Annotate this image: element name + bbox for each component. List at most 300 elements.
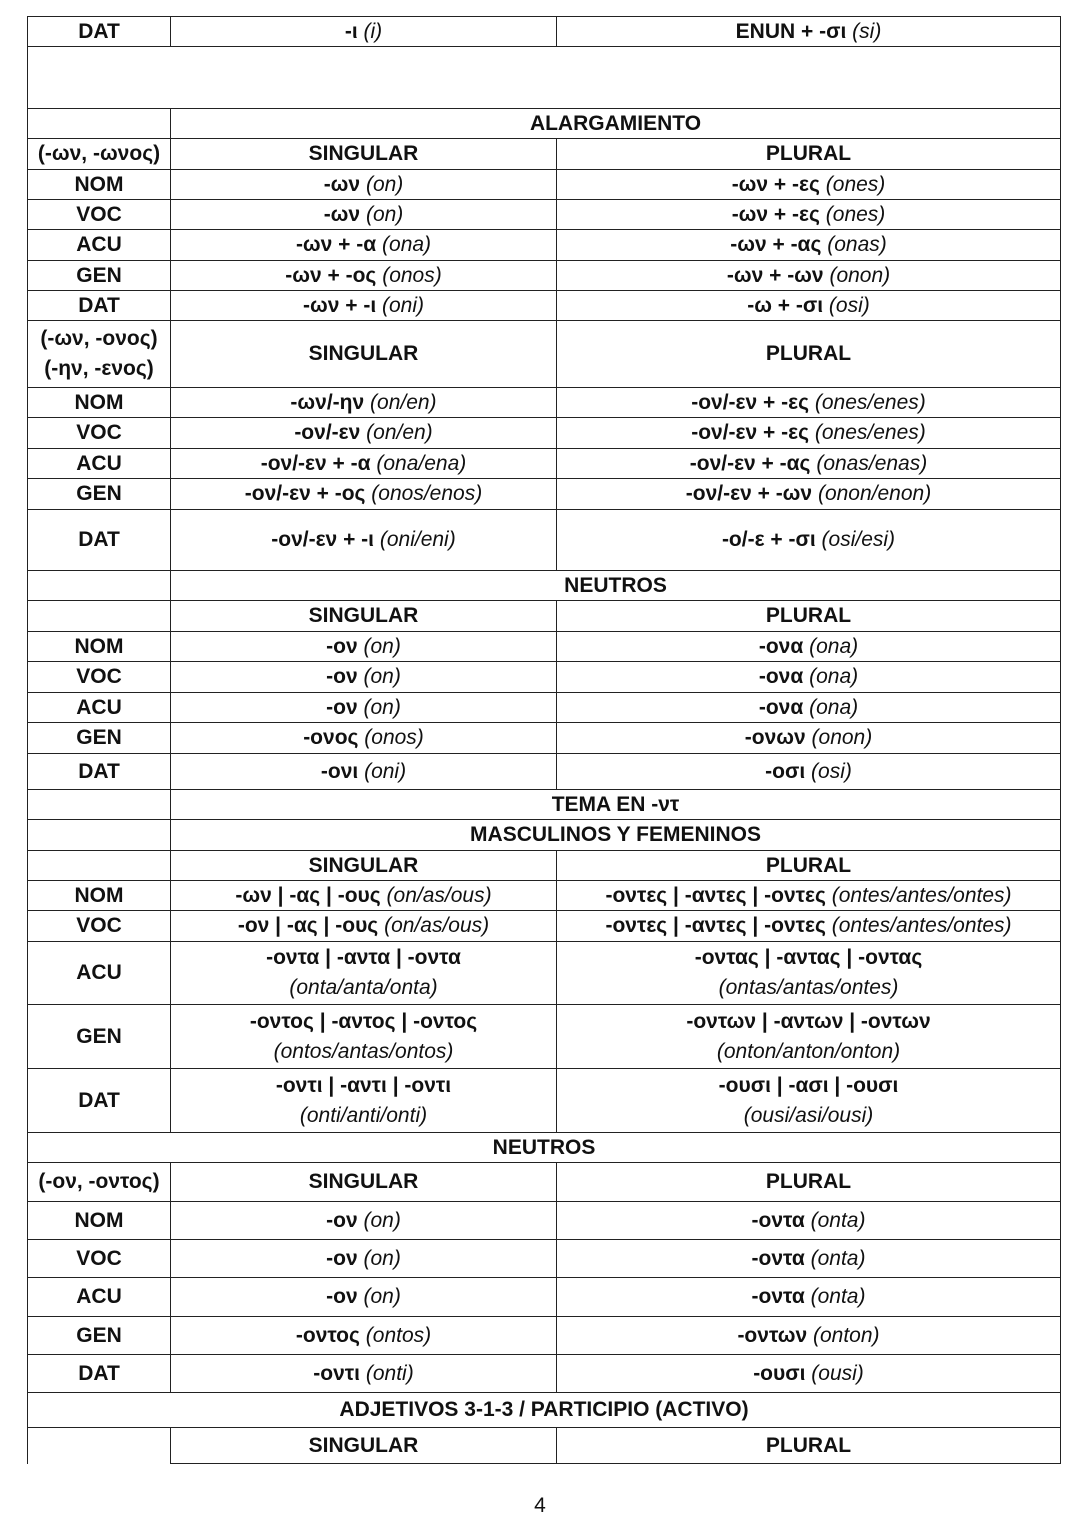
form-line: [759, 632, 858, 662]
transliteration: (si): [852, 19, 882, 43]
greek-ending: -ων: [323, 172, 361, 196]
table-row: [27, 570, 1061, 600]
transliteration: (onta/anta/onta): [289, 976, 438, 999]
greek-ending: -οντι: [313, 1361, 360, 1385]
table-row: [27, 1277, 1061, 1316]
plural-header: PLURAL: [556, 851, 1061, 880]
transliteration: (ones): [825, 202, 886, 226]
singular-form: [170, 200, 556, 229]
transliteration: (ones): [825, 172, 886, 196]
paradigm-label-line: (-ην, -ενος): [44, 357, 154, 380]
case-label: VOC: [27, 662, 170, 692]
plural-form: [556, 632, 1061, 661]
table-row: [27, 1004, 1061, 1068]
form-line: [296, 230, 431, 260]
singular-form: [170, 17, 556, 46]
plural-form: [556, 693, 1061, 722]
transliteration: (ona/ena): [376, 451, 467, 475]
form-line: [324, 170, 404, 200]
form-line: [736, 17, 882, 47]
greek-ending: -οντα: [751, 1246, 805, 1270]
form-line: [303, 291, 424, 321]
paradigm-label-line: (-ων, -ονος): [40, 327, 158, 350]
transliteration: (onton/anton/onton): [716, 1039, 901, 1063]
plural-form: [556, 291, 1061, 320]
transliteration: (on): [363, 1246, 401, 1270]
section-title: ADJETIVOS 3-1-3 / PARTICIPIO (ACTIVO): [27, 1393, 1061, 1427]
transliteration: (onos/enos): [371, 482, 483, 505]
case-label: ACU: [27, 942, 170, 1004]
case-label: NOM: [27, 388, 170, 417]
singular-form: [170, 1240, 556, 1277]
label-cell: [27, 820, 170, 850]
greek-ending: -οντος | -αντος | -οντος: [249, 1009, 478, 1033]
form-line: [747, 291, 870, 321]
singular-form: [170, 1278, 556, 1316]
form-line: [326, 662, 401, 692]
case-label: NOM: [27, 881, 170, 910]
paradigm-label-line: (-ον, -οντος): [38, 1170, 160, 1193]
form-line: [326, 1244, 401, 1274]
case-label: DAT: [27, 1069, 170, 1132]
greek-ending: -ον: [326, 634, 358, 658]
table-row: [27, 753, 1061, 789]
form-line: [245, 479, 482, 509]
greek-ending: -ι: [344, 19, 358, 43]
singular-form: [170, 1069, 556, 1132]
table-row: [27, 478, 1061, 509]
case-label: ACU: [27, 693, 170, 722]
singular-header: SINGULAR: [170, 601, 556, 631]
singular-header: SINGULAR: [170, 851, 556, 880]
greek-ending: -οντι | -αντι | -οντι: [275, 1073, 452, 1097]
transliteration: (osi/esi): [821, 528, 896, 551]
greek-ending: -ονα: [758, 634, 804, 658]
case-label: ACU: [27, 230, 170, 260]
table-row: [27, 320, 1061, 387]
table-row: [27, 108, 1061, 138]
plural-form: [556, 418, 1061, 448]
form-line: [296, 1321, 431, 1351]
greek-ending: -οντες | -αντες | -οντες: [605, 883, 826, 907]
singular-form: [170, 632, 556, 661]
transliteration: (on): [363, 695, 401, 719]
table-row: [27, 138, 1061, 169]
transliteration: (oni): [364, 759, 407, 783]
greek-ending: -ο/-ε + -σι: [721, 528, 816, 551]
greek-ending: -ων | -ας | -ους: [235, 883, 381, 907]
singular-form: [170, 449, 556, 478]
transliteration: (ousi): [811, 1361, 864, 1385]
greek-ending: -ουσι: [753, 1361, 806, 1385]
greek-ending: -ων + -ος: [285, 263, 377, 287]
singular-form: [170, 754, 556, 789]
table-row: [27, 1201, 1061, 1239]
transliteration: (ontos/antas/ontos): [273, 1039, 454, 1063]
greek-ending: -οντων | -αντων | -οντων: [686, 1009, 931, 1033]
plural-form: [556, 754, 1061, 789]
singular-form: [170, 418, 556, 448]
case-label: VOC: [27, 418, 170, 448]
blank-cell: [27, 47, 1061, 108]
form-line: [285, 261, 441, 291]
form-line: [691, 388, 926, 418]
section-title: TEMA EN -ντ: [170, 790, 1061, 819]
greek-ending: -ον: [326, 1246, 358, 1270]
greek-ending: -ον/-εν + -ες: [691, 421, 810, 444]
paradigm-label: [27, 321, 170, 387]
section-title: MASCULINOS Y FEMENINOS: [170, 820, 1061, 850]
transliteration: (on/as/ous): [384, 914, 490, 937]
form-line: [765, 757, 852, 787]
case-label: DAT: [27, 510, 170, 570]
greek-ending: -οσι: [765, 759, 806, 783]
plural-form: [556, 1278, 1061, 1316]
table-row: [27, 692, 1061, 722]
declension-table: [27, 16, 1061, 1464]
case-label: NOM: [27, 1202, 170, 1239]
case-label: DAT: [27, 291, 170, 320]
transliteration: (onon): [829, 263, 891, 287]
transliteration: (on/en): [370, 390, 437, 414]
transliteration: (onas/enas): [816, 451, 928, 475]
case-label: VOC: [27, 911, 170, 941]
table-row: [27, 1162, 1061, 1201]
transliteration: (ontes/antes/ontes): [831, 883, 1012, 907]
form-line: [294, 418, 432, 448]
singular-form: [170, 1317, 556, 1354]
plural-form: [556, 723, 1061, 753]
transliteration: (onta): [810, 1285, 866, 1308]
singular-form: [170, 510, 556, 570]
form-line: [271, 525, 455, 555]
greek-ending: -οντα: [751, 1285, 805, 1308]
singular-form: [170, 230, 556, 260]
singular-header: SINGULAR: [170, 139, 556, 169]
label-cell: [27, 571, 170, 600]
case-label: NOM: [27, 632, 170, 661]
table-row: [27, 199, 1061, 229]
form-line: [690, 449, 927, 479]
singular-header: SINGULAR: [170, 1163, 556, 1201]
plural-form: [556, 1317, 1061, 1354]
greek-ending: -ον: [326, 665, 358, 688]
greek-ending: -ον/-εν + -ι: [271, 528, 374, 551]
transliteration: (ona): [382, 233, 432, 256]
table-row: [27, 1427, 1061, 1464]
singular-form: [170, 479, 556, 509]
greek-ending: -οντος: [295, 1323, 360, 1347]
form-line: [605, 881, 1011, 911]
transliteration: (ona): [809, 665, 859, 688]
case-label: NOM: [27, 170, 170, 199]
greek-ending: -ων/-ην: [290, 390, 365, 414]
table-row: [27, 789, 1061, 819]
plural-form: [556, 1069, 1061, 1132]
form-line: [722, 525, 895, 555]
table-row: [27, 631, 1061, 661]
greek-ending: -ων + -ων: [726, 263, 824, 287]
plural-form: [556, 170, 1061, 199]
plural-form: [556, 17, 1061, 46]
greek-ending: -ονων: [744, 726, 806, 749]
form-line: [313, 1359, 413, 1389]
table-row: [27, 290, 1061, 320]
greek-ending: -ων + -ες: [731, 202, 820, 226]
singular-form: [170, 693, 556, 722]
greek-ending: -ονα: [758, 695, 804, 719]
form-line: [290, 388, 436, 418]
greek-ending: -ονα: [758, 665, 804, 688]
transliteration: (on): [363, 1285, 401, 1308]
transliteration: (ontos): [365, 1323, 432, 1347]
table-row: [27, 722, 1061, 753]
plural-form: [556, 388, 1061, 417]
form-line: [752, 1244, 866, 1274]
form-line: [686, 479, 931, 509]
transliteration: (onta): [810, 1246, 866, 1270]
section-title: NEUTROS: [27, 1133, 1061, 1162]
label-cell: [27, 109, 170, 138]
singular-header: SINGULAR: [170, 321, 556, 387]
greek-ending: -ουσι | -ασι | -ουσι: [718, 1073, 899, 1097]
form-line: [691, 418, 926, 448]
case-label: GEN: [27, 1005, 170, 1068]
transliteration: (onta): [810, 1208, 866, 1232]
paradigm-label-line: (-ων, -ωνος): [37, 142, 161, 165]
singular-form: [170, 881, 556, 910]
section-title: ALARGAMIENTO: [170, 109, 1061, 138]
case-label: DAT: [27, 754, 170, 789]
greek-ending: -ον/-εν + -ες: [691, 390, 810, 414]
case-label: GEN: [27, 1317, 170, 1354]
transliteration: (onos): [364, 726, 424, 749]
greek-ending: ENUN + -σι: [735, 19, 847, 43]
case-label: DAT: [27, 17, 170, 46]
case-label: GEN: [27, 479, 170, 509]
transliteration: (ontes/antes/ontes): [831, 914, 1012, 937]
transliteration: (onon/enon): [817, 482, 932, 505]
transliteration: (on): [363, 1208, 401, 1232]
paradigm-label: [27, 1163, 170, 1201]
plural-form: [556, 1005, 1061, 1068]
form-line: [730, 230, 887, 260]
transliteration: (on/as/ous): [386, 883, 492, 907]
singular-form: [170, 723, 556, 753]
plural-form: [556, 1202, 1061, 1239]
greek-ending: -ον/-εν + -ων: [685, 482, 813, 505]
form-line: [752, 1282, 866, 1312]
greek-ending: -ων + -α: [295, 233, 377, 256]
plural-form: [556, 261, 1061, 290]
transliteration: (onti): [365, 1361, 414, 1385]
singular-form: [170, 942, 556, 1004]
table-row: [27, 880, 1061, 910]
case-label: GEN: [27, 723, 170, 753]
table-row: [27, 509, 1061, 570]
table-row: [27, 661, 1061, 692]
transliteration: (ontas/antas/ontes): [718, 976, 899, 999]
singular-form: [170, 911, 556, 941]
form-line: [321, 757, 406, 787]
case-label: DAT: [27, 1355, 170, 1392]
transliteration: (onos): [382, 263, 442, 287]
section-title: NEUTROS: [170, 571, 1061, 600]
form-line: [737, 1321, 879, 1351]
table-row: [27, 417, 1061, 448]
case-label: ACU: [27, 449, 170, 478]
table-row: [27, 1239, 1061, 1277]
plural-header: PLURAL: [556, 601, 1061, 631]
transliteration: (onon): [811, 726, 873, 749]
table-row: [27, 600, 1061, 631]
form-line: [605, 911, 1011, 941]
transliteration: (onti/anti/onti): [299, 1103, 428, 1127]
table-row: [27, 850, 1061, 880]
form-line: [759, 662, 858, 692]
table-row: [27, 1132, 1061, 1162]
table-row: [27, 448, 1061, 478]
greek-ending: -ων: [323, 202, 361, 226]
form-line: [745, 723, 872, 753]
paradigm-label: [27, 1428, 170, 1464]
label-cell: [27, 790, 170, 819]
form-line: [753, 1359, 864, 1389]
page-number: 4: [534, 1494, 546, 1517]
singular-header: SINGULAR: [170, 1428, 556, 1464]
table-row: [27, 387, 1061, 417]
transliteration: (oni): [382, 293, 425, 317]
greek-ending: -ον: [326, 1208, 358, 1232]
greek-ending: -οντες | -αντες | -οντες: [605, 914, 826, 937]
form-line: [303, 723, 424, 753]
form-line: [752, 1206, 866, 1236]
case-label: VOC: [27, 1240, 170, 1277]
plural-header: PLURAL: [556, 321, 1061, 387]
plural-form: [556, 449, 1061, 478]
greek-ending: -ον | -ας | -ους: [237, 914, 379, 937]
greek-ending: -οντα: [751, 1208, 805, 1232]
table-row: [27, 1068, 1061, 1132]
table-row: [27, 1392, 1061, 1427]
greek-ending: -ω + -σι: [747, 293, 824, 317]
table-row: [27, 1316, 1061, 1354]
greek-ending: -οντα | -αντα | -οντα: [266, 946, 461, 969]
transliteration: (osi): [811, 759, 852, 783]
plural-header: PLURAL: [556, 139, 1061, 169]
case-label: VOC: [27, 200, 170, 229]
transliteration: (ones/enes): [814, 390, 926, 414]
transliteration: (ones/enes): [814, 421, 926, 444]
table-row: [27, 229, 1061, 260]
table-row: [27, 46, 1061, 108]
singular-form: [170, 1355, 556, 1392]
plural-header: PLURAL: [556, 1163, 1061, 1201]
transliteration: (on): [363, 665, 401, 688]
transliteration: (i): [363, 19, 383, 43]
form-line: [759, 693, 858, 723]
table-row: [27, 910, 1061, 941]
paradigm-label: [27, 851, 170, 880]
transliteration: (ona): [809, 634, 859, 658]
greek-ending: -ον: [326, 1285, 358, 1308]
form-line: [324, 200, 404, 230]
singular-form: [170, 388, 556, 417]
plural-form: [556, 510, 1061, 570]
singular-form: [170, 261, 556, 290]
greek-ending: -οντων: [737, 1323, 808, 1347]
greek-ending: -ον/-εν + -α: [260, 451, 371, 475]
table-row: [27, 169, 1061, 199]
singular-form: [170, 662, 556, 692]
plural-form: [556, 1355, 1061, 1392]
table-row: [27, 819, 1061, 850]
transliteration: (on/en): [366, 421, 433, 444]
transliteration: (onton): [813, 1323, 880, 1347]
transliteration: (oni/eni): [379, 528, 456, 551]
plural-form: [556, 911, 1061, 941]
singular-form: [170, 1005, 556, 1068]
transliteration: (ona): [809, 695, 859, 719]
form-line: [238, 911, 489, 941]
paradigm-label: [27, 601, 170, 631]
singular-form: [170, 1202, 556, 1239]
form-line: [727, 261, 890, 291]
table-row: [27, 16, 1061, 46]
case-label: ACU: [27, 1278, 170, 1316]
form-line: [326, 632, 401, 662]
transliteration: (on): [365, 172, 404, 196]
form-line: [732, 200, 886, 230]
greek-ending: -οντας | -αντας | -οντας: [694, 946, 923, 969]
greek-ending: -ον: [326, 695, 358, 719]
greek-ending: -ων + -ες: [731, 172, 820, 196]
plural-form: [556, 200, 1061, 229]
plural-form: [556, 881, 1061, 910]
table-row: [27, 1354, 1061, 1392]
greek-ending: -ων + -ας: [730, 233, 822, 256]
form-line: [326, 1282, 401, 1312]
greek-ending: -ον/-εν + -ος: [244, 482, 366, 505]
greek-ending: -ον/-εν + -ας: [689, 451, 811, 475]
plural-form: [556, 479, 1061, 509]
transliteration: (ousi/asi/ousi): [743, 1103, 874, 1127]
form-line: [732, 170, 886, 200]
transliteration: (on): [365, 202, 404, 226]
paradigm-label: [27, 139, 170, 169]
form-line: [326, 693, 401, 723]
plural-form: [556, 230, 1061, 260]
greek-ending: -ονος: [303, 726, 359, 749]
greek-ending: -ων + -ι: [302, 293, 377, 317]
form-line: [326, 1206, 401, 1236]
plural-form: [556, 1240, 1061, 1277]
table-row: [27, 941, 1061, 1004]
plural-header: PLURAL: [556, 1428, 1061, 1464]
greek-ending: -ονι: [320, 759, 359, 783]
case-label: GEN: [27, 261, 170, 290]
plural-form: [556, 662, 1061, 692]
transliteration: (on): [363, 634, 401, 658]
table-row: [27, 260, 1061, 290]
plural-form: [556, 942, 1061, 1004]
form-line: [235, 881, 491, 911]
transliteration: (osi): [828, 293, 870, 317]
transliteration: (onas): [827, 233, 887, 256]
greek-ending: -ον/-εν: [294, 421, 361, 444]
singular-form: [170, 170, 556, 199]
form-line: [345, 17, 382, 47]
